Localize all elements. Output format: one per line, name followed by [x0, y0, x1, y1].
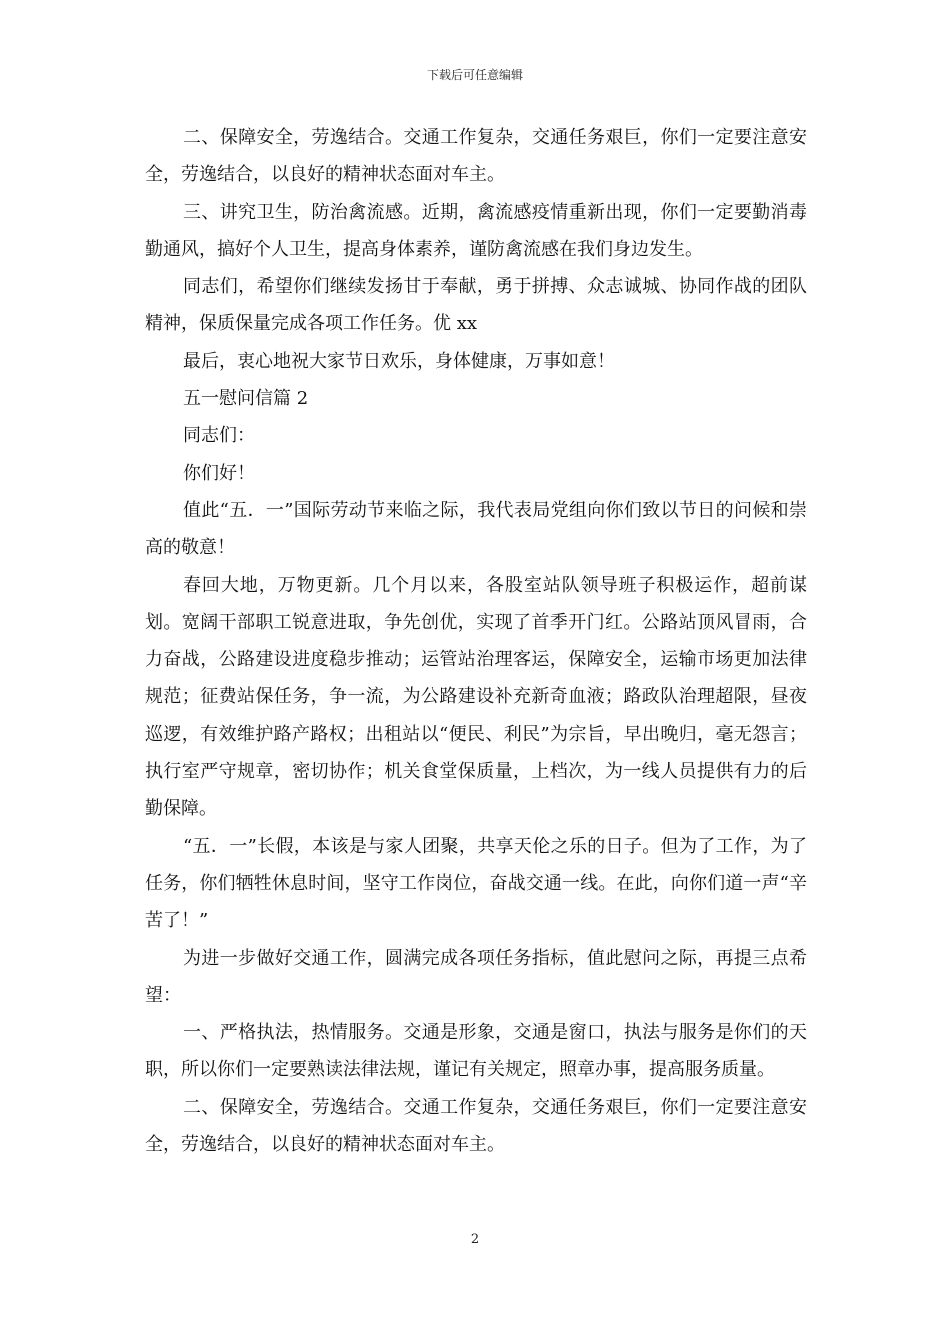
- paragraph: 同志们，希望你们继续发扬甘于奉献，勇于拼搏、众志诚城、协同作战的团队精神，保质保量完成各项工作任务。优 xx: [145, 276, 807, 335]
- paragraph: 二、保障安全，劳逸结合。交通工作复杂，交通任务艰巨，你们一定要注意安全，劳逸结合，以良好的精神状态面对车主。: [145, 1096, 807, 1156]
- paragraph: “五．一”长假，本该是与家人团聚，共享天伦之乐的日子。但为了工作，为了任务，你们牺牲休息时间，坚守工作岗位，奋战交通一线。在此，向你们道一声“辛苦了！”: [145, 835, 807, 932]
- page-number: 2: [470, 1232, 480, 1247]
- paragraph: 为进一步做好交通工作，圆满完成各项任务指标，值此慰问之际，再提三点希望：: [145, 947, 807, 1006]
- paragraph: 春回大地，万物更新。几个月以来，各股室站队领导班子积极运作，超前谋划。宽阔干部职工锐意进取，争先创优，实现了首季开门红。公路站顶风冒雨，合力奋战，公路建设进度稳步推动；运管站治理客运，保障安全，运输市场更加法律规范；征费站保任务，争一流，为公路建设补充新奇血液；路政队治理超限，昼夜巡逻，有效维护路产路权；出租站以“便民、利民”为宗旨，早出晚归，毫无怨言；执行室严守规章，密切协作；机关食堂保质量，上档次，为一线人员提供有力的后勤保障。: [145, 574, 807, 820]
- paragraph: 三、讲究卫生，防治禽流感。近期，禽流感疫情重新出现，你们一定要勤消毒勤通风，搞好个人卫生，提高身体素养，谨防禽流感在我们身边发生。: [145, 201, 807, 260]
- document-body: [145, 119, 807, 1163]
- page-header: 下载后可任意编辑: [426, 68, 523, 82]
- section-title: 五一慰问信篇 2: [183, 388, 309, 410]
- paragraph: 一、严格执法，热情服务。交通是形象，交通是窗口，执法与服务是你们的天职，所以你们一定要熟读法律法规，谨记有关规定，照章办事，提高服务质量。: [145, 1022, 807, 1081]
- salutation: 同志们：: [183, 425, 255, 447]
- paragraph: 二、保障安全，劳逸结合。交通工作复杂，交通任务艰巨，你们一定要注意安全，劳逸结合，以良好的精神状态面对车主。: [145, 127, 807, 186]
- greeting: 你们好！: [183, 462, 255, 484]
- paragraph: 值此“五．一”国际劳动节来临之际，我代表局党组向你们致以节日的问候和崇高的敬意！: [145, 499, 807, 559]
- paragraph: 最后，衷心地祝大家节日欢乐，身体健康，万事如意！: [183, 350, 615, 372]
